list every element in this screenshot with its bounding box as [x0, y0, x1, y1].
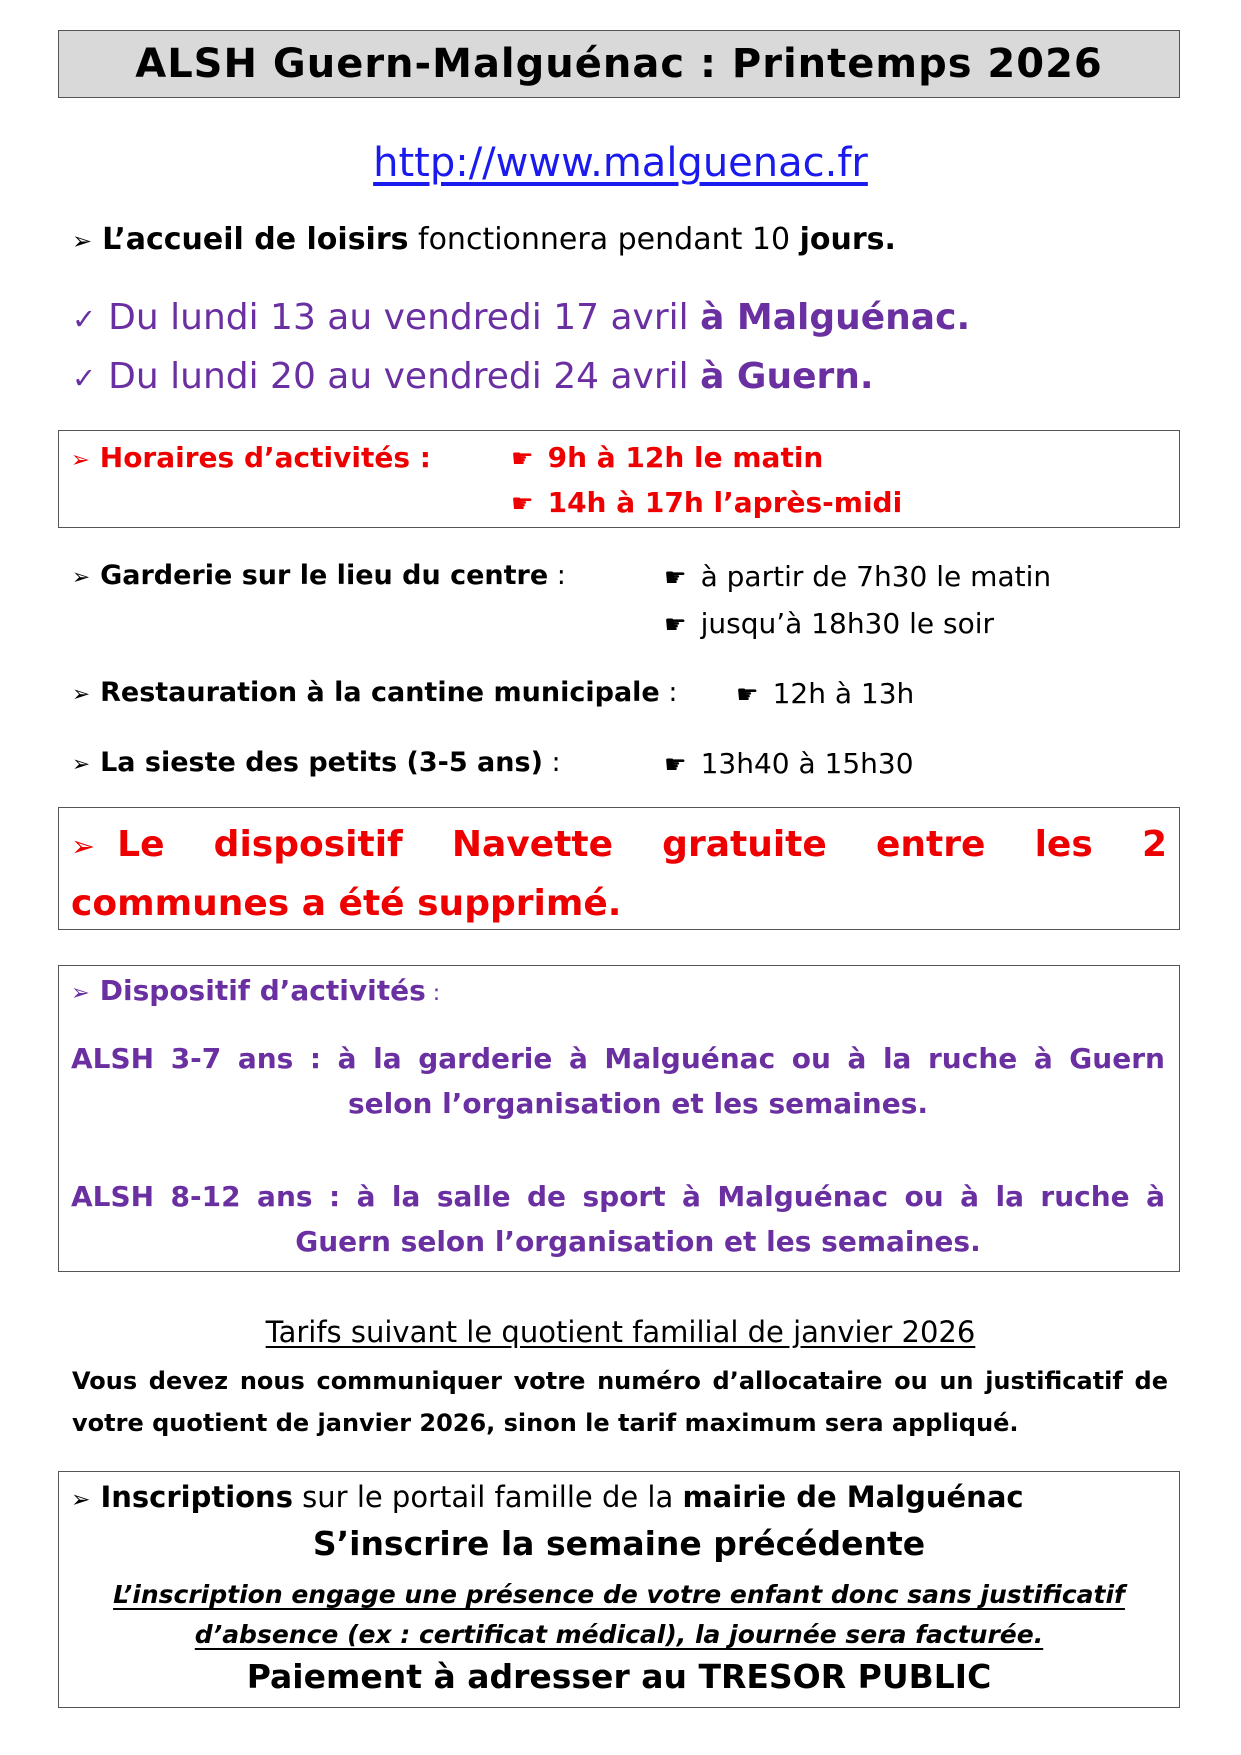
arrow-icon: ➢ [71, 829, 96, 863]
horaires-label [71, 441, 431, 474]
intro-line [72, 222, 896, 257]
alsh-word: garderie [418, 1042, 553, 1075]
website-link[interactable]: http://www.malguenac.fr [373, 140, 868, 186]
arrow-icon: ➢ [72, 752, 91, 777]
sieste-value [664, 747, 914, 780]
intro-middle: fonctionnera pendant 10 [408, 222, 800, 257]
pointing-hand-icon: ☛ [664, 563, 687, 592]
alsh-word: ALSH [71, 1042, 155, 1075]
pointing-hand-icon: ☛ [511, 444, 534, 473]
tarifs-body: Vous devez nous communiquer votre numéro d’allocataire ou un justificatif de votre quotient de janvier 2026, sinon le tarif maximum sera appliqué. [72, 1367, 1168, 1437]
alsh-word: ou [904, 1180, 944, 1213]
pointing-hand-icon: ☛ [664, 610, 687, 639]
alsh-word: la [995, 1180, 1024, 1213]
tarifs-title: Tarifs suivant le quotient familial de janvier 2026 [265, 1315, 976, 1349]
period-dates: Du lundi 13 au vendredi 17 avril [108, 297, 701, 338]
alsh-word: 8-12 [170, 1180, 241, 1213]
navette-notice-box [58, 807, 1180, 930]
arrow-icon: ➢ [72, 565, 91, 590]
alsh-word: à [337, 1042, 357, 1075]
alsh-word: ruche [1040, 1180, 1130, 1213]
alsh-group-line1 [71, 1042, 1165, 1075]
alsh-word: Malguénac [604, 1042, 776, 1075]
alsh-word: : [328, 1180, 341, 1213]
pointing-hand-icon: ☛ [511, 489, 534, 518]
arrow-icon: ➢ [71, 980, 90, 1006]
alsh-group-8-12 [71, 1180, 1165, 1258]
garderie-value: jusqu’à 18h30 le soir [700, 607, 995, 640]
alsh-word: la [882, 1042, 912, 1075]
alsh-word: à [568, 1042, 588, 1075]
pointing-hand-icon: ☛ [736, 680, 759, 709]
period-item [72, 297, 970, 338]
alsh-word: à [682, 1180, 701, 1213]
alsh-word: sport [582, 1180, 666, 1213]
period-place: à Guern. [700, 356, 874, 397]
horaires-value: 9h à 12h le matin [547, 441, 824, 474]
garderie-label-text: Garderie sur le lieu du centre [100, 560, 549, 591]
alsh-word: Guern [1069, 1042, 1165, 1075]
inscriptions-line [71, 1480, 1024, 1514]
inscriptions-box [58, 1471, 1180, 1708]
notice-line: L’inscription engage une présence de votre enfant donc sans justificatif [113, 1580, 1125, 1609]
navette-text: Le dispositif Navette gratuite entre les 2 communes a été supprimé. [71, 824, 1167, 924]
inscriptions-headline: S’inscrire la semaine précédente [312, 1524, 926, 1563]
page-title: ALSH Guern-Malguénac : Printemps 2026 [135, 41, 1103, 87]
horaires-value: 14h à 17h l’après-midi [547, 486, 903, 519]
alsh-word: ans [237, 1042, 294, 1075]
payment-line: Paiement à adresser au TRESOR PUBLIC [246, 1657, 992, 1696]
garderie-value: à partir de 7h30 le matin [700, 560, 1052, 593]
dispositif-heading-text: Dispositif d’activités [99, 974, 426, 1007]
alsh-word: ruche [928, 1042, 1018, 1075]
garderie-evening [664, 607, 994, 640]
inscriptions-middle: sur le portail famille de la [292, 1480, 683, 1514]
alsh-word: de [527, 1180, 567, 1213]
alsh-word: salle [436, 1180, 511, 1213]
restauration-value [736, 677, 914, 710]
navette-notice [71, 816, 1167, 933]
garderie-morning [664, 560, 1051, 593]
restauration-label [72, 677, 677, 708]
alsh-word: ALSH [71, 1180, 155, 1213]
alsh-word: la [373, 1042, 402, 1075]
intro-bold-end: jours. [799, 222, 896, 257]
garderie-label [72, 560, 566, 591]
arrow-icon: ➢ [71, 1486, 91, 1513]
period-place: à Malguénac. [700, 297, 971, 338]
dispositif-heading [71, 974, 440, 1007]
inscriptions-mairie: mairie de Malguénac [682, 1480, 1024, 1514]
alsh-word: 3-7 [170, 1042, 222, 1075]
colon: : [548, 560, 566, 591]
title-banner [58, 30, 1180, 98]
alsh-word: à [356, 1180, 376, 1213]
alsh-group-line2: selon l’organisation et les semaines. [347, 1087, 929, 1120]
check-icon: ✓ [72, 361, 97, 395]
sieste-label-text: La sieste des petits (3-5 ans) [100, 747, 543, 778]
pointing-hand-icon: ☛ [664, 750, 687, 779]
period-dates: Du lundi 20 au vendredi 24 avril [108, 356, 701, 397]
alsh-word: : [309, 1042, 322, 1075]
period-item [72, 356, 874, 397]
alsh-word: à [1146, 1180, 1165, 1213]
alsh-word: la [391, 1180, 421, 1213]
inscriptions-notice [59, 1575, 1179, 1655]
colon: : [425, 981, 441, 1006]
alsh-group-line2: Guern selon l’organisation et les semaines. [295, 1225, 981, 1258]
alsh-word: à [847, 1042, 867, 1075]
alsh-word: Malguénac [717, 1180, 889, 1213]
inscriptions-bold: Inscriptions [100, 1480, 293, 1514]
notice-line: d’absence (ex : certificat médical), la journée sera facturée. [194, 1620, 1044, 1649]
alsh-group-line1 [71, 1180, 1165, 1213]
horaires-afternoon [511, 486, 902, 519]
alsh-word: ans [257, 1180, 313, 1213]
horaires-box [58, 430, 1180, 528]
colon: : [659, 677, 678, 708]
intro-bold: L’accueil de loisirs [102, 222, 409, 257]
sieste-label [72, 747, 561, 778]
restauration-time: 12h à 13h [772, 677, 915, 710]
arrow-icon: ➢ [72, 682, 91, 707]
alsh-group-3-7 [71, 1042, 1165, 1120]
alsh-word: à [1033, 1042, 1053, 1075]
arrow-icon: ➢ [72, 227, 93, 255]
alsh-word: à [960, 1180, 980, 1213]
horaires-label-text: Horaires d’activités : [99, 441, 431, 474]
colon: : [542, 747, 561, 778]
dispositif-box [58, 965, 1180, 1272]
check-icon: ✓ [72, 302, 97, 336]
arrow-icon: ➢ [71, 447, 90, 473]
restauration-label-text: Restauration à la cantine municipale [100, 677, 660, 708]
alsh-word: ou [791, 1042, 831, 1075]
horaires-morning [511, 441, 823, 474]
sieste-time: 13h40 à 15h30 [700, 747, 914, 780]
